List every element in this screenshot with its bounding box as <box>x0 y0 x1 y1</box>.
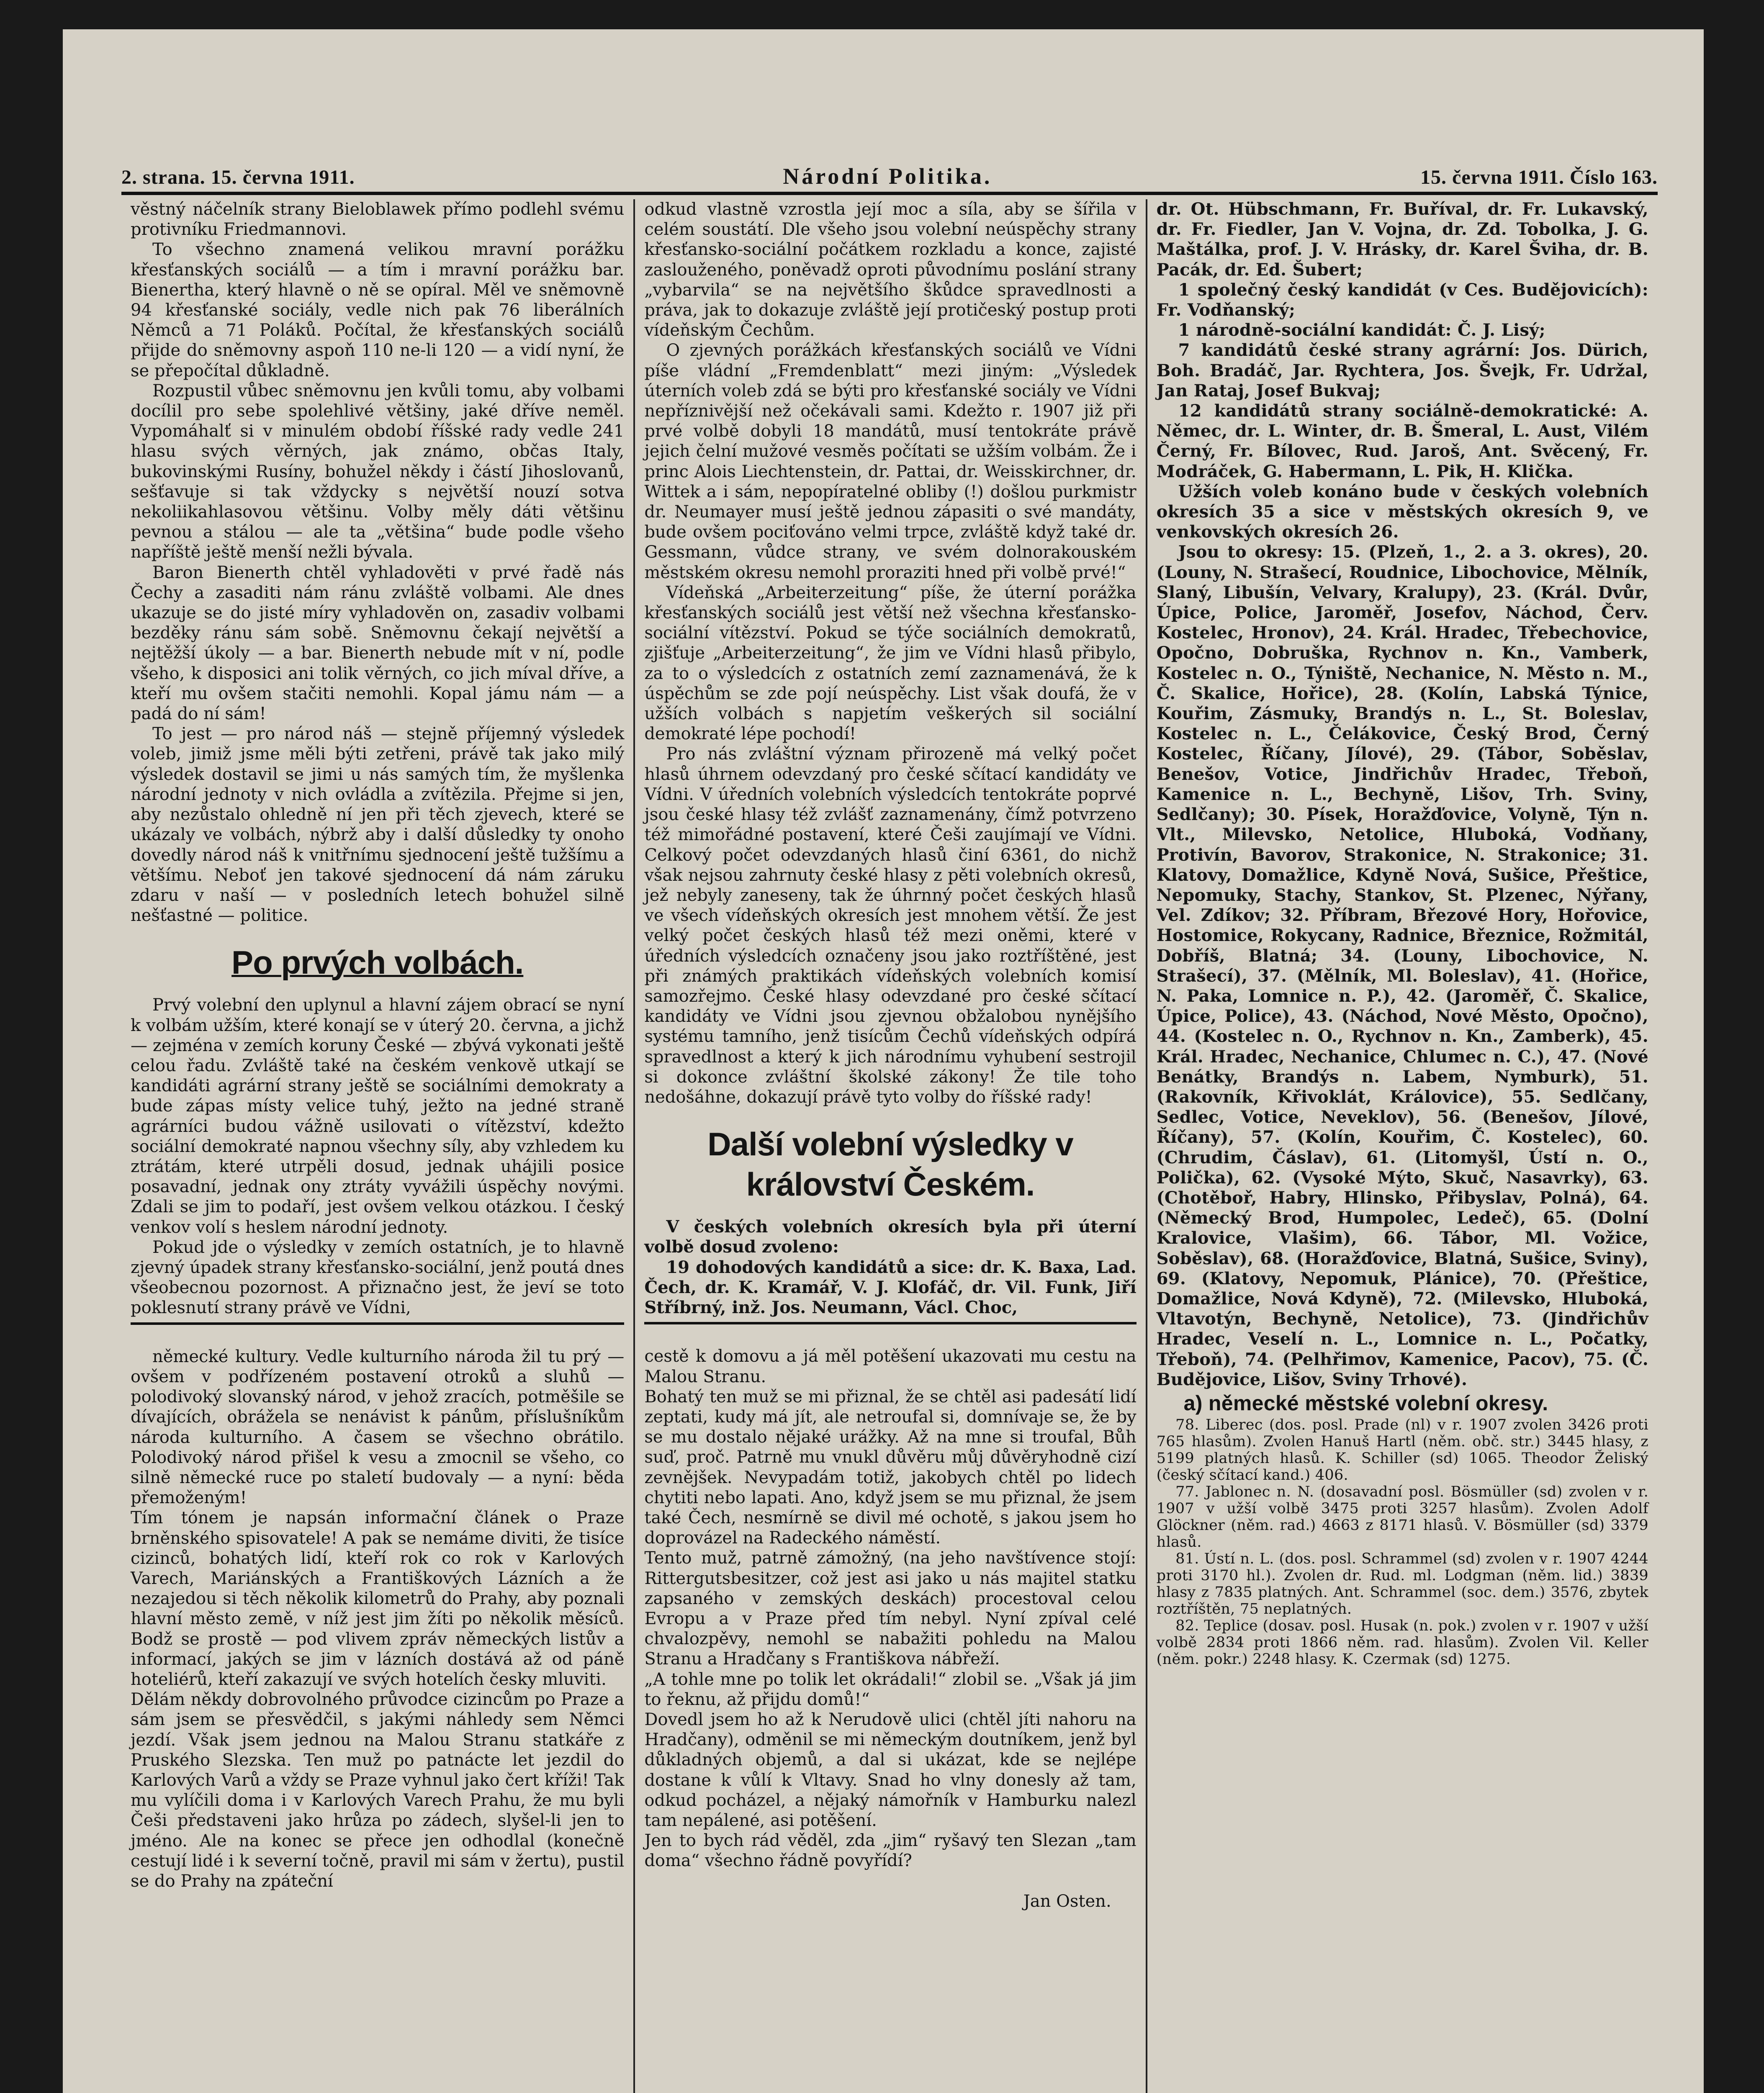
paragraph: Rozpustil vůbec sněmovnu jen kvůli tomu, aby volbami docílil pro sebe spolehlivé většiny, jaké dříve neměl. Vypomáhalť si v minulém období říšské rady vedle 241 hlasu svých věrných, jak známo, občas Italy, bukovinskými Rusíny, bohužel někdy i částí Jihoslovanů, sešťavuje si tak vždycky s největší nouzí sotva nekoliikahlasovou většinu. Volby měly dáti většinu pevnou a stálou — ale ta „většina“ bude podle všeho napříště ještě menší nežli bývala. <box>131 381 625 562</box>
paragraph: 7 kandidátů české strany agrární: Jos. Dürich, Boh. Bradáč, Jar. Rychtera, Jos. Švejk, Fr. Udržal, Jan Rataj, Josef Bukvaj; <box>1156 340 1648 401</box>
paragraph: Vídeňská „Arbeiterzeitung“ píše, že úterní porážka křesťanských sociálů jest větší než všechna křesťansko-sociální vítězství. Pokud se týče sociálních demokratů, zjišťuje „Arbeiterzeitung“, že jim ve Vídni hlasů přibylo, za to o výsledcích z ostatních zemí zaznamenává, že k úspěchům se zde pojí neúspěchy. List však doufá, že v užších volbách s napjetím veškerých sil sociální demokraté lépe pochodí! <box>644 583 1137 744</box>
paragraph: Prvý volební den uplynul a hlavní zájem obrací se nyní k volbám užším, které konají se v úterý 20. června, a jichž — zejména v zemích koruny České — zbývá vykonati ještě celou řadu. Zvláště také na českém venkově utkají se kandidáti agrární strany ještě se sociálními demokraty a bude zápas místy velice tuhý, ježto na jedné straně agrárníci budou vážně usilovati o vítězství, kdežto sociální demokraté napnou všechny síly, aby vzhledem ku ztrátám, které utrpěli dosud, jednak uhájili posice posavadní, jednak ony ztráty vyvážili úspěchy novými. Zdali se jim to podaří, jest ovšem velkou otázkou. I český venkov volí s heslem národní jednoty. <box>131 995 625 1237</box>
header-date-left: 2. strana. 15. června 1911. <box>121 166 355 188</box>
paragraph: cestě k domovu a já měl potěšení ukazovati mu cestu na Malou Stranu. Bohatý ten muž se mi přiznal, že se chtěl asi padesátí lidí zeptati, kudy má jít, ale netroufal si, domnívaje se, že by se mu dostalo nějaké urážky. Až na mne si troufal, Bůh suď, proč. Patrně mu vnukl důvěru můj důvěryhodně cizí zevnějšek. Nevypadám totiž, jakobych chtěl po lidech chytiti nebo lapati. Ano, když jsem se mu přiznal, že jsem také Čech, nesmírně se divil mé ochotě, s jakou jsem ho doprovázel na Radeckého náměstí. Tento muž, patrně zámožný, (na jeho navštívence stojí: Rittergutsbesitzer, což jest asi jako u nás majitel statku zapsaného v zemských deskách) procestoval celou Evropu a v Praze před tím nebyl. Nyní zpíval celé chvalozpěvy, nemohl se nabažiti pohledu na Malou Stranu a Hradčany s Františkova nábřeží. „A tohle mne po tolik let okrádali!“ zlobil se. „Však já jim to řeknu, až přijdu domů!“ Dovedl jsem ho až k Nerudově ulici (chtěl jíti nahoru na Hradčany), odměnil se mi německým doutníkem, jenž byl důkladných objemů, a dal si ukázat, kde se nejlépe dostane k vůlí k Vltavy. Snad ho vlny donesly až tam, odkud pocházel, a nějaký námořník v Hamburku nalezl tam nepálené, asi potěšení. Jen to bych rád věděl, zda „jim“ ryšavý ten Slezan „tam doma“ všechno řádně povyřídí? <box>644 1347 1137 1871</box>
paragraph: 19 dohodových kandidátů a sice: dr. K. Baxa, Lad. Čech, dr. K. Kramář, V. J. Klofáč, dr. Vil. Funk, Jiří Stříbrný, inž. Jos. Neumann, Václ. Choc, <box>644 1257 1137 1317</box>
paragraph: odkud vlastně vzrostla její moc a síla, aby se šířila v celém soustátí. Dle všeho jsou volební neúspěchy strany křesťansko-sociální počátkem rozkladu a konce, zajisté zaslouženého, poněvadž oproti původnímu poslání strany „vybarvila“ se na největšího škůdce spravedlnosti a práva, jak to dokazuje zvláště její protičeský postup proti vídeňským Čechům. <box>644 200 1137 340</box>
paragraph: To jest — pro národ náš — stejně příjemný výsledek voleb, jimiž jsme měli býti zetřeni, právě tak jako milý výsledek dostavil se jimi u nás samých tím, že myšlenka národní jednoty v nich ovládla a zvítězila. Přejme si jen, aby nezůstalo ohledně ní jen při těch zjevech, které se ukázaly ve volbách, nýbrž aby i další důsledky ty onoho dovedly národ náš k vnitřnímu sjednocení ještě tužšímu a většímu. Neboť jen takové sjednocení dá nám záruku zdaru v naší — v posledních letech bohužel silně nešťastné — politice. <box>131 724 625 926</box>
masthead: Národní Politika. <box>783 164 993 189</box>
paragraph: Baron Bienerth chtěl vyhladověti v prvé řadě nás Čechy a zasaditi nám ránu zvláště volbami. Ale dnes ukazuje se do jisté míry vyhladověn on, zasadiv volbami bezděky ránu sám sobě. Sněmovnu čekají největší a nejtěžší úkoly — a bar. Bienerth nebude mít v ní, podle všeho, k disposici ani tolik věrných, co jich míval dříve, a kteří mu ovšem stačiti nemohli. Kopal jámu nám — a padá do ní sám! <box>131 563 625 724</box>
paragraph: Pro nás zvláštní význam přirozeně má velký počet hlasů úhrnem odevzdaný pro české sčítací kandidáty ve Vídni. V úředních volebních výsledcích tentokráte poprvé jsou české hlasy též zvlášť zaznamenány, čímž potvrzeno též mimořádné postavení, které Češi zaujímají ve Vídni. Celkový počet odevzdaných hlasů činí 6361, do nichž však nejsou zahrnuty české hlasy z pěti volebních okresů, jež nebyly zaneseny, tak že úhrnný počet českých hlasů ve všech vídeňských okresích jest mnohem větší. Že jest velký počet českých hlasů též mezi oněmi, které v úředních výsledcích označeny jsou jako roztříštěné, jest při známých praktikách vídeňských volebních komisí samozřejmo. České hlasy odevzdané pro české sčítací kandidáty ve Vídni jsou zjevnou obžalobou nynějšího systému tamního, jenž tisícům Čechů vídeňských odpírá spravedlnost a který k jich národnímu vyhubení sestrojil si dokonce zvláštní školské zákony! Že tile toho nedošáhne, dokazují právě tyto volby do říšské rady! <box>644 744 1137 1107</box>
article-heading: Po prvých volbách. <box>231 944 524 981</box>
paragraph: dr. Ot. Hübschmann, Fr. Buříval, dr. Fr. Lukavský, dr. Fr. Fiedler, Jan V. Vojna, dr. Zd. Tobolka, J. G. Maštálka, prof. J. V. Hrásky, dr. Karel Šviha, dr. B. Pacák, dr. Ed. Šubert; <box>1156 199 1648 280</box>
feuilleton-column-1 <box>131 1327 624 1912</box>
author-signature: Jan Osten. <box>1023 1891 1111 1911</box>
paragraph: 82. Teplice (dosav. posl. Husak (n. pok.) zvolen v r. 1907 v užší volbě 2834 proti 1866 něm. rad. hlasům). Zvolen Vil. Keller (něm. pokr.) 2248 hlasy. K. Czermak (sd) 1275. <box>1156 1617 1648 1668</box>
paragraph: 1 národně-sociální kandidát: Č. J. Lisý; <box>1178 320 1545 340</box>
feuilleton-divider <box>644 1322 1136 1324</box>
newspaper-page <box>63 29 1704 2093</box>
column-2 <box>633 199 1145 2093</box>
column-1 <box>121 199 633 2093</box>
paragraph: Užších voleb konáno bude v českých volebních okresích 35 a sice v městských okresích 9, ve venkovských okresích 26. <box>1156 481 1648 542</box>
page-header <box>121 163 1658 195</box>
column-3 <box>1146 199 1658 2093</box>
feuilleton-divider <box>131 1322 624 1325</box>
paragraph: věstný náčelník strany Bieloblawek přímo podlehl svému protivníku Friedmannovi. <box>131 200 625 239</box>
paragraph: německé kultury. Vedle kulturního národa žil tu prý — ovšem v podřízeném postavení otroků a sluhů — polodivoký slovanský národ, v jehož zracích, potměšile se dívajících, obrážela se nenávist k pánům, příslušníkům národa kulturního. A časem se všechno obrátilo. Polodivoký národ přišel k vesu a zmocnil se všeho, co silně německé ruce po staletí budovaly — a nyní: běda přemoženým! Tím tónem je napsán informační článek o Praze brněnského spisovatele! A pak se nemáme diviti, že tisíce cizinců, bohatých lidí, kteří rok co rok v Karlových Varech, Mariánských a Františkových Lázních a že nezajedou si těch několik kilometrů do Prahy, aby poznali hlavní město země, v níž jest jim žíti po několik měsíců. Bodž se prostě — pod vlivem zpráv německých listův a informací, jakých se jim v lázních dostává až od páně hoteliérů, kteří zakazují ve svých hotelích česky mluviti. Dělám někdy dobrovolného průvodce cizincům po Praze a sám jsem se přesvědčil, s jakými náhledy sem Němci jezdí. Však jsem jednou na Malou Stranu statkáře z Pruského Slezska. Ten muž po patnácte let jezdil do Karlových Varů a vždy se Praze vyhnul jako čert kříži! Tak mu vylíčili doma i v Karlových Varech Prahu, že mu byli Češi představeni jako hrůza po zádech, slyšel-li jen to jméno. Ale na konec se přece jen odhodlal (konečně cestují lidé i k severní točně, pravil mi sám v žertu), pustil se do Prahy na zpáteční <box>131 1347 625 1891</box>
columns <box>121 199 1658 2093</box>
paragraph: Pokud jde o výsledky v zemích ostatních, je to hlavně zjevný úpadek strany křesťansko-sociální, jenž poutá dnes všeobecnou pozornost. A přiznačno jest, že jeví se toto poklesnutí strany právě ve Vídni, <box>131 1237 625 1318</box>
paragraph: V českých volebních okresích byla při úterní volbě dosud zvoleno: <box>644 1217 1137 1257</box>
paragraph: 81. Ústí n. L. (dos. posl. Schrammel (sd) zvolen v r. 1907 4244 proti 3170 hl.). Zvolen dr. Rud. ml. Lodgman (něm. lid.) 3839 hlasy z 7835 platných. Ant. Schrammel (soc. dem.) 3576, zbytek roztříštěn, 75 neplatných. <box>1156 1550 1648 1617</box>
paragraph: Jsou to okresy: 15. (Plzeň, 1., 2. a 3. okres), 20. (Louny, N. Strašecí, Roudnice, Libochovice, Mělník, Slaný, Libušín, Velvary, Kralupy), 23. (Král. Dvůr, Úpice, Police, Jaroměř, Josefov, Náchod, Červ. Kostelec, Hronov), 24. Král. Hradec, Třebechovice, Opočno, Dobruška, Rychnov n. Kn., Vamberk, Kostelec n. O., Týniště, Nechanice, N. Město n. M., Č. Skalice, Hořice), 28. (Kolín, Labská Týnice, Kouřim, Zásmuky, Brandýs n. L., St. Boleslav, Kostelec n. L., Čelákovice, Český Brod, Černý Kostelec, Říčany, Jílové), 29. (Tábor, Soběslav, Benešov, Votice, Jindřichův Hradec, Třeboň, Kamenice n. L., Bechyně, Lišov, Trh. Sviny, Sedlčany); 30. Písek, Horažďovice, Volyně, Týn n. Vlt., Milevsko, Netolice, Hluboká, Vodňany, Protivín, Bavorov, Strakonice, N. Strakonice; 31. Klatovy, Domažlice, Kdyně Nová, Sušice, Přeštice, Nepomuky, Stachy, Stankov, St. Plzenec, Nýřany, Vel. Zdíkov; 32. Příbram, Březové Hory, Hořovice, Hostomice, Rokycany, Radnice, Březnice, Rožmitál, Dobříš, Blatná; 34. (Louny, Libochovice, N. Strašecí), 37. (Mělník, Ml. Boleslav), 41. (Hořice, N. Paka, Lomnice n. P.), 42. (Jaroměř, Č. Skalice, Úpice, Police), 43. (Náchod, Nové Město, Opočno), 44. (Kostelec n. O., Rychnov n. Kn., Zamberk), 45. Král. Hradec, Nechanice, Chlumec n. C.), 47. (Nové Benátky, Brandýs n. Labem, Nymburk), 51. (Rakovník, Křivoklát, Královice), 55. Sedlčany, Sedlec, Votice, Neveklov), 56. (Benešov, Jílové, Říčany), 57. (Kolín, Kouřim, Č. Kostelec), 60. (Chrudim, Čáslav), 61. (Litomyšl, Ústí n. O., Polička), 62. (Vysoké Mýto, Skuč, Nasavrky), 63. (Chotěboř, Habry, Hlinsko, Přibyslav, Polná), 64. (Německý Brod, Humpolec, Ledeč), 65. (Dolní Kralovice, Vlašim), 66. Tábor, Ml. Vožice, Soběslav), 68. (Horažďovice, Blatná, Sušice, Sviny), 69. (Klatovy, Nepomuk, Plánice), 70. (Přeštice, Domažlice, Nová Kdyně), 72. (Milevsko, Hluboká, Vltavotýn, Bechyně, Netolice), 73. (Jindřichův Hradec, Veselí n. L., Lomnice n. L., Počatky, Třeboň), 74. (Pelhřimov, Kamenice, Pacov), 75. (Č. Budějovice, Lišov, Sviny Trhové). <box>1156 542 1648 1389</box>
header-date-right: 15. června 1911. Číslo 163. <box>1420 166 1658 188</box>
paragraph: O zjevných porážkách křesťanských sociálů ve Vídni píše vládní „Fremdenblatt“ mezi jiným: „Výsledek úterních voleb zdá se býti pro křesťanské sociály ve Vídni nepříznivější než očekávali sami. Kdežto r. 1907 již při prvé volbě dobyli 18 mandátů, musí tentokráte právě jejich čelní mužové vesměs počítati se užším volbám. Že i princ Alois Liechtenstein, dr. Pattai, dr. Weisskirchner, dr. Wittek a i sám, nepopíratelné obliby (!) došlou purkmistr dr. Neumayer musí ještě jednou zápasiti o své mandáty, bude ovšem pociťováno velmi trpce, zvláště když také dr. Gessmann, vůdce strany, ve svém dolnorakouském městském okresu nemohl proraziti hned při volbě prvé!“ <box>644 341 1137 582</box>
paragraph: 12 kandidátů strany sociálně-demokratické: A. Němec, dr. L. Winter, dr. B. Šmeral, L. Aust, Vilém Černý, Fr. Bílovec, Rud. Jaroš, Ant. Svěcený, Fr. Modráček, G. Habermann, L. Pik, H. Klička. <box>1156 401 1648 481</box>
feuilleton-column-2 <box>644 1326 1136 1931</box>
paragraph: 1 společný český kandidát (v Ces. Budějovicích): Fr. Vodňanský; <box>1156 280 1648 320</box>
paragraph: To všechno znamená velikou mravní porážku křesťanských sociálů — a tím i mravní porážku bar. Bienertha, který hlavně o ně se opíral. Měl ve sněmovně 94 křesťanské sociály, vedle nich pak 76 liberálních Němců a 71 Poláků. Počítal, že křesťanských sociálů přijde do sněmovny aspoň 110 ne-li 120 — a vidí nyní, že se přepočítal důkladně. <box>131 240 625 381</box>
article-heading: Další volební výsledky v království Českém. <box>707 1126 1073 1203</box>
paragraph: 77. Jablonec n. N. (dosavadní posl. Bösmüller (sd) zvolen v r. 1907 v užší volbě 3475 proti 3257 hlasům). Zvolen Adolf Glöckner (něm. rad.) 4663 z 8171 hlasů. V. Bösmüller (sd) 3379 hlasů. <box>1156 1483 1648 1550</box>
paragraph: 78. Liberec (dos. posl. Prade (nl) v r. 1907 zvolen 3426 proti 765 hlasům). Zvolen Hanuš Hartl (něm. obč. str.) 3445 hlasy, z 5199 platných hlasů. K. Schiller (sd) 1065. Theodor Želiský (český sčítací kand.) 406. <box>1156 1416 1648 1484</box>
section-subheading: a) německé městské volební okresy. <box>1183 1391 1548 1415</box>
